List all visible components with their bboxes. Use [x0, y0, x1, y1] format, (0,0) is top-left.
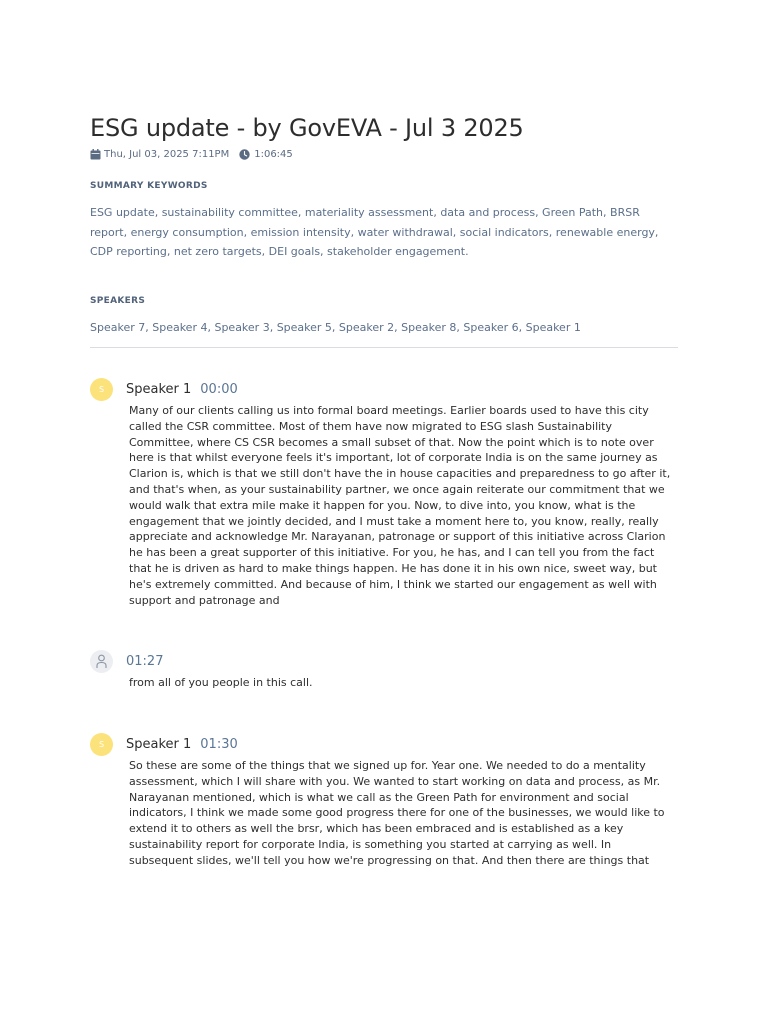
speaker-name[interactable]: Speaker 1 [126, 381, 192, 397]
timestamp-link[interactable]: 00:00 [200, 381, 238, 397]
segment-text: from all of you people in this call. [129, 676, 313, 689]
timestamp-link[interactable]: 01:30 [200, 736, 238, 752]
transcript-segment [90, 377, 678, 608]
duration-info [239, 149, 293, 160]
speaker-avatar: S [90, 378, 113, 401]
timestamp-link[interactable]: 01:27 [126, 653, 164, 669]
clock-icon [239, 149, 250, 160]
date-text: Thu, Jul 03, 2025 7:11PM [104, 148, 230, 160]
transcript-segment [90, 649, 678, 691]
document-title: ESG update - by GovEVA - Jul 3 2025 [90, 114, 524, 142]
speaker-avatar: S [90, 733, 113, 756]
calendar-icon [90, 149, 101, 160]
document-header [90, 112, 678, 356]
unknown-speaker-avatar [90, 650, 113, 673]
segment-header [90, 649, 678, 673]
summary-keywords: ESG update, sustainability committee, materiality assessment, data and process, Green Path, BRSR report, energy consumption, emission intensity, water withdrawal, social indicators, renewable energy, CDP reporting, net zero targets, DEI goals, stakeholder engagement. [90, 206, 659, 258]
person-icon [95, 654, 108, 669]
segment-header [90, 377, 678, 401]
transcript-segment [90, 732, 678, 869]
duration-text: 1:06:45 [254, 148, 293, 160]
summary-keywords-heading: SUMMARY KEYWORDS [90, 181, 208, 191]
speaker-name[interactable]: Speaker 1 [126, 736, 192, 752]
speakers-heading: SPEAKERS [90, 295, 146, 306]
speakers-list: Speaker 7, Speaker 4, Speaker 3, Speaker 5, Speaker 2, Speaker 8, Speaker 6, Speaker 1 [90, 320, 581, 334]
segment-header [90, 732, 678, 756]
segment-text: So these are some of the things that we signed up for. Year one. We needed to do a mentality assessment, which I will share with you. We wanted to start working on data and process, as Mr. Narayanan mentioned, which is what we call as the Green Path for environment and social indicators, I think we made some good progress there for one of the businesses, we would like to extend it to others as well the brsr, which has been embraced and is established as a key sustainability report for corporate India, is something you started at carrying as well. In subsequent slides, we'll tell you how we're progressing on that. And then there are things that [129, 759, 665, 867]
date-info [90, 149, 229, 160]
segment-text: Many of our clients calling us into formal board meetings. Earlier boards used to have this city called the CSR committee. Most of them have now migrated to ESG slash Sustainability Committee, where CS CSR becomes a small subset of that. Now the point which is to note over here is that whilst everyone feels it's important, lot of corporate India is on the same journey as Clarion is, which is that we still don't have the in house capacities and preparedness to go after it, and that's when, as your sustainability partner, we once again reiterate our commitment that we would walk that extra mile make it happen for you. Now, to dive into, you know, what is the engagement that we jointly decided, and I must take a moment here to, you know, really, really appreciate and acknowledge Mr. Narayanan, patronage or support of this initiative across Clarion he has been a great supporter of this initiative. For you, he has, and I can tell you from the fact that he is driven as hard to make things happen. He has done it in his own nice, sweet way, but he's extremely committed. And because of him, I think we started our engagement as well with support and patronage and [129, 404, 671, 607]
meta-row [90, 147, 678, 161]
header-divider [90, 347, 678, 348]
